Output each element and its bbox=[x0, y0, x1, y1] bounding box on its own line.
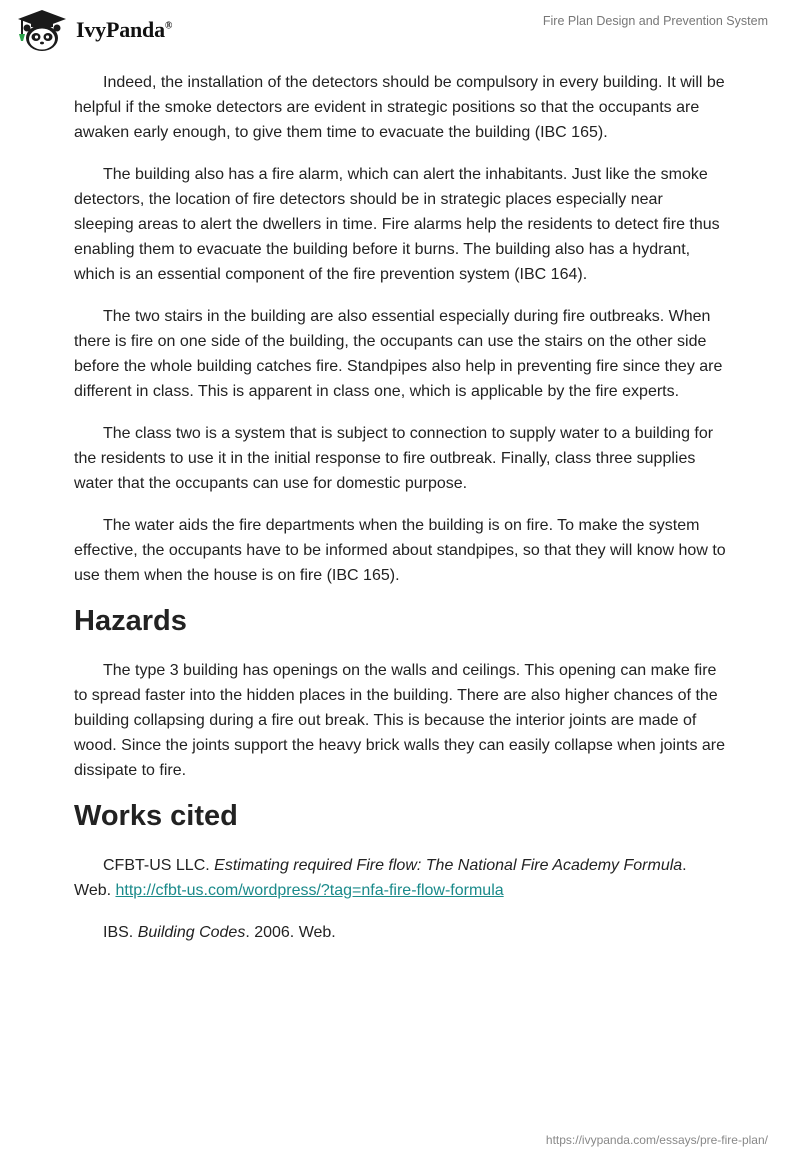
citation-item: CFBT-US LLC. Estimating required Fire flow: The National Fire Academy Formula. Web. http://cfbt-us.com/wordpress/?tag=nfa-fire-flow-formula bbox=[74, 857, 687, 899]
citation-title: Estimating required Fire flow: The National Fire Academy Formula bbox=[214, 857, 683, 874]
works-cited-heading: Works cited bbox=[74, 800, 238, 832]
document-body bbox=[74, 70, 726, 962]
footer-url: https://ivypanda.com/essays/pre-fire-plan/ bbox=[545, 1133, 768, 1147]
document-title: Fire Plan Design and Prevention System bbox=[542, 14, 768, 28]
brand-name: IvyPanda® bbox=[76, 17, 173, 42]
page-header bbox=[0, 0, 800, 60]
paragraph: Indeed, the installation of the detectors should be compulsory in every building. It will be helpful if the smoke detectors are evident in strategic positions so that the occupants are awaken early enough, to give them time to evacuate the building (IBC 165). bbox=[74, 74, 725, 141]
paragraph: The building also has a fire alarm, which can alert the inhabitants. Just like the smoke detectors, the location of fire detectors should be in strategic places especially near sleeping areas to alert the dwellers in time. Fire alarms help the residents to detect fire thus enabling them to evacuate the building before it burns. The building also has a hydrant, which is an essential component of the fire prevention system (IBC 164). bbox=[74, 166, 720, 283]
citation-link[interactable]: http://cfbt-us.com/wordpress/?tag=nfa-fire-flow-formula bbox=[115, 882, 504, 899]
citation-title: Building Codes bbox=[137, 924, 246, 941]
panda-graduate-icon bbox=[14, 8, 70, 52]
citation-item: IBS. Building Codes. 2006. Web. bbox=[103, 924, 336, 941]
hazards-paragraph: The type 3 building has openings on the walls and ceilings. This opening can make fire to spread faster into the hidden places in the building. There are also higher chances of the building collapsing during a fire out break. This is because the interior joints are made of wood. Since the joints support the heavy brick walls they can easily collapse when joints are dissipate to fire. bbox=[74, 662, 726, 779]
paragraph: The water aids the fire departments when the building is on fire. To make the system effective, the occupants have to be informed about standpipes, so that they will know how to use them when the house is on fire (IBC 165). bbox=[74, 517, 726, 584]
paragraph: The two stairs in the building are also essential especially during fire outbreaks. When there is fire on one side of the building, the occupants can use the stairs on the other side before the whole building catches fire. Standpipes also help in preventing fire since they are different in class. This is apparent in class one, which is applicable by the fire experts. bbox=[74, 308, 723, 400]
logo[interactable] bbox=[14, 8, 172, 52]
paragraph: The class two is a system that is subject to connection to supply water to a building for the residents to use it in the initial response to fire outbreak. Finally, class three supplies water that the occupants can use for domestic purpose. bbox=[74, 425, 714, 492]
hazards-heading: Hazards bbox=[74, 605, 187, 637]
